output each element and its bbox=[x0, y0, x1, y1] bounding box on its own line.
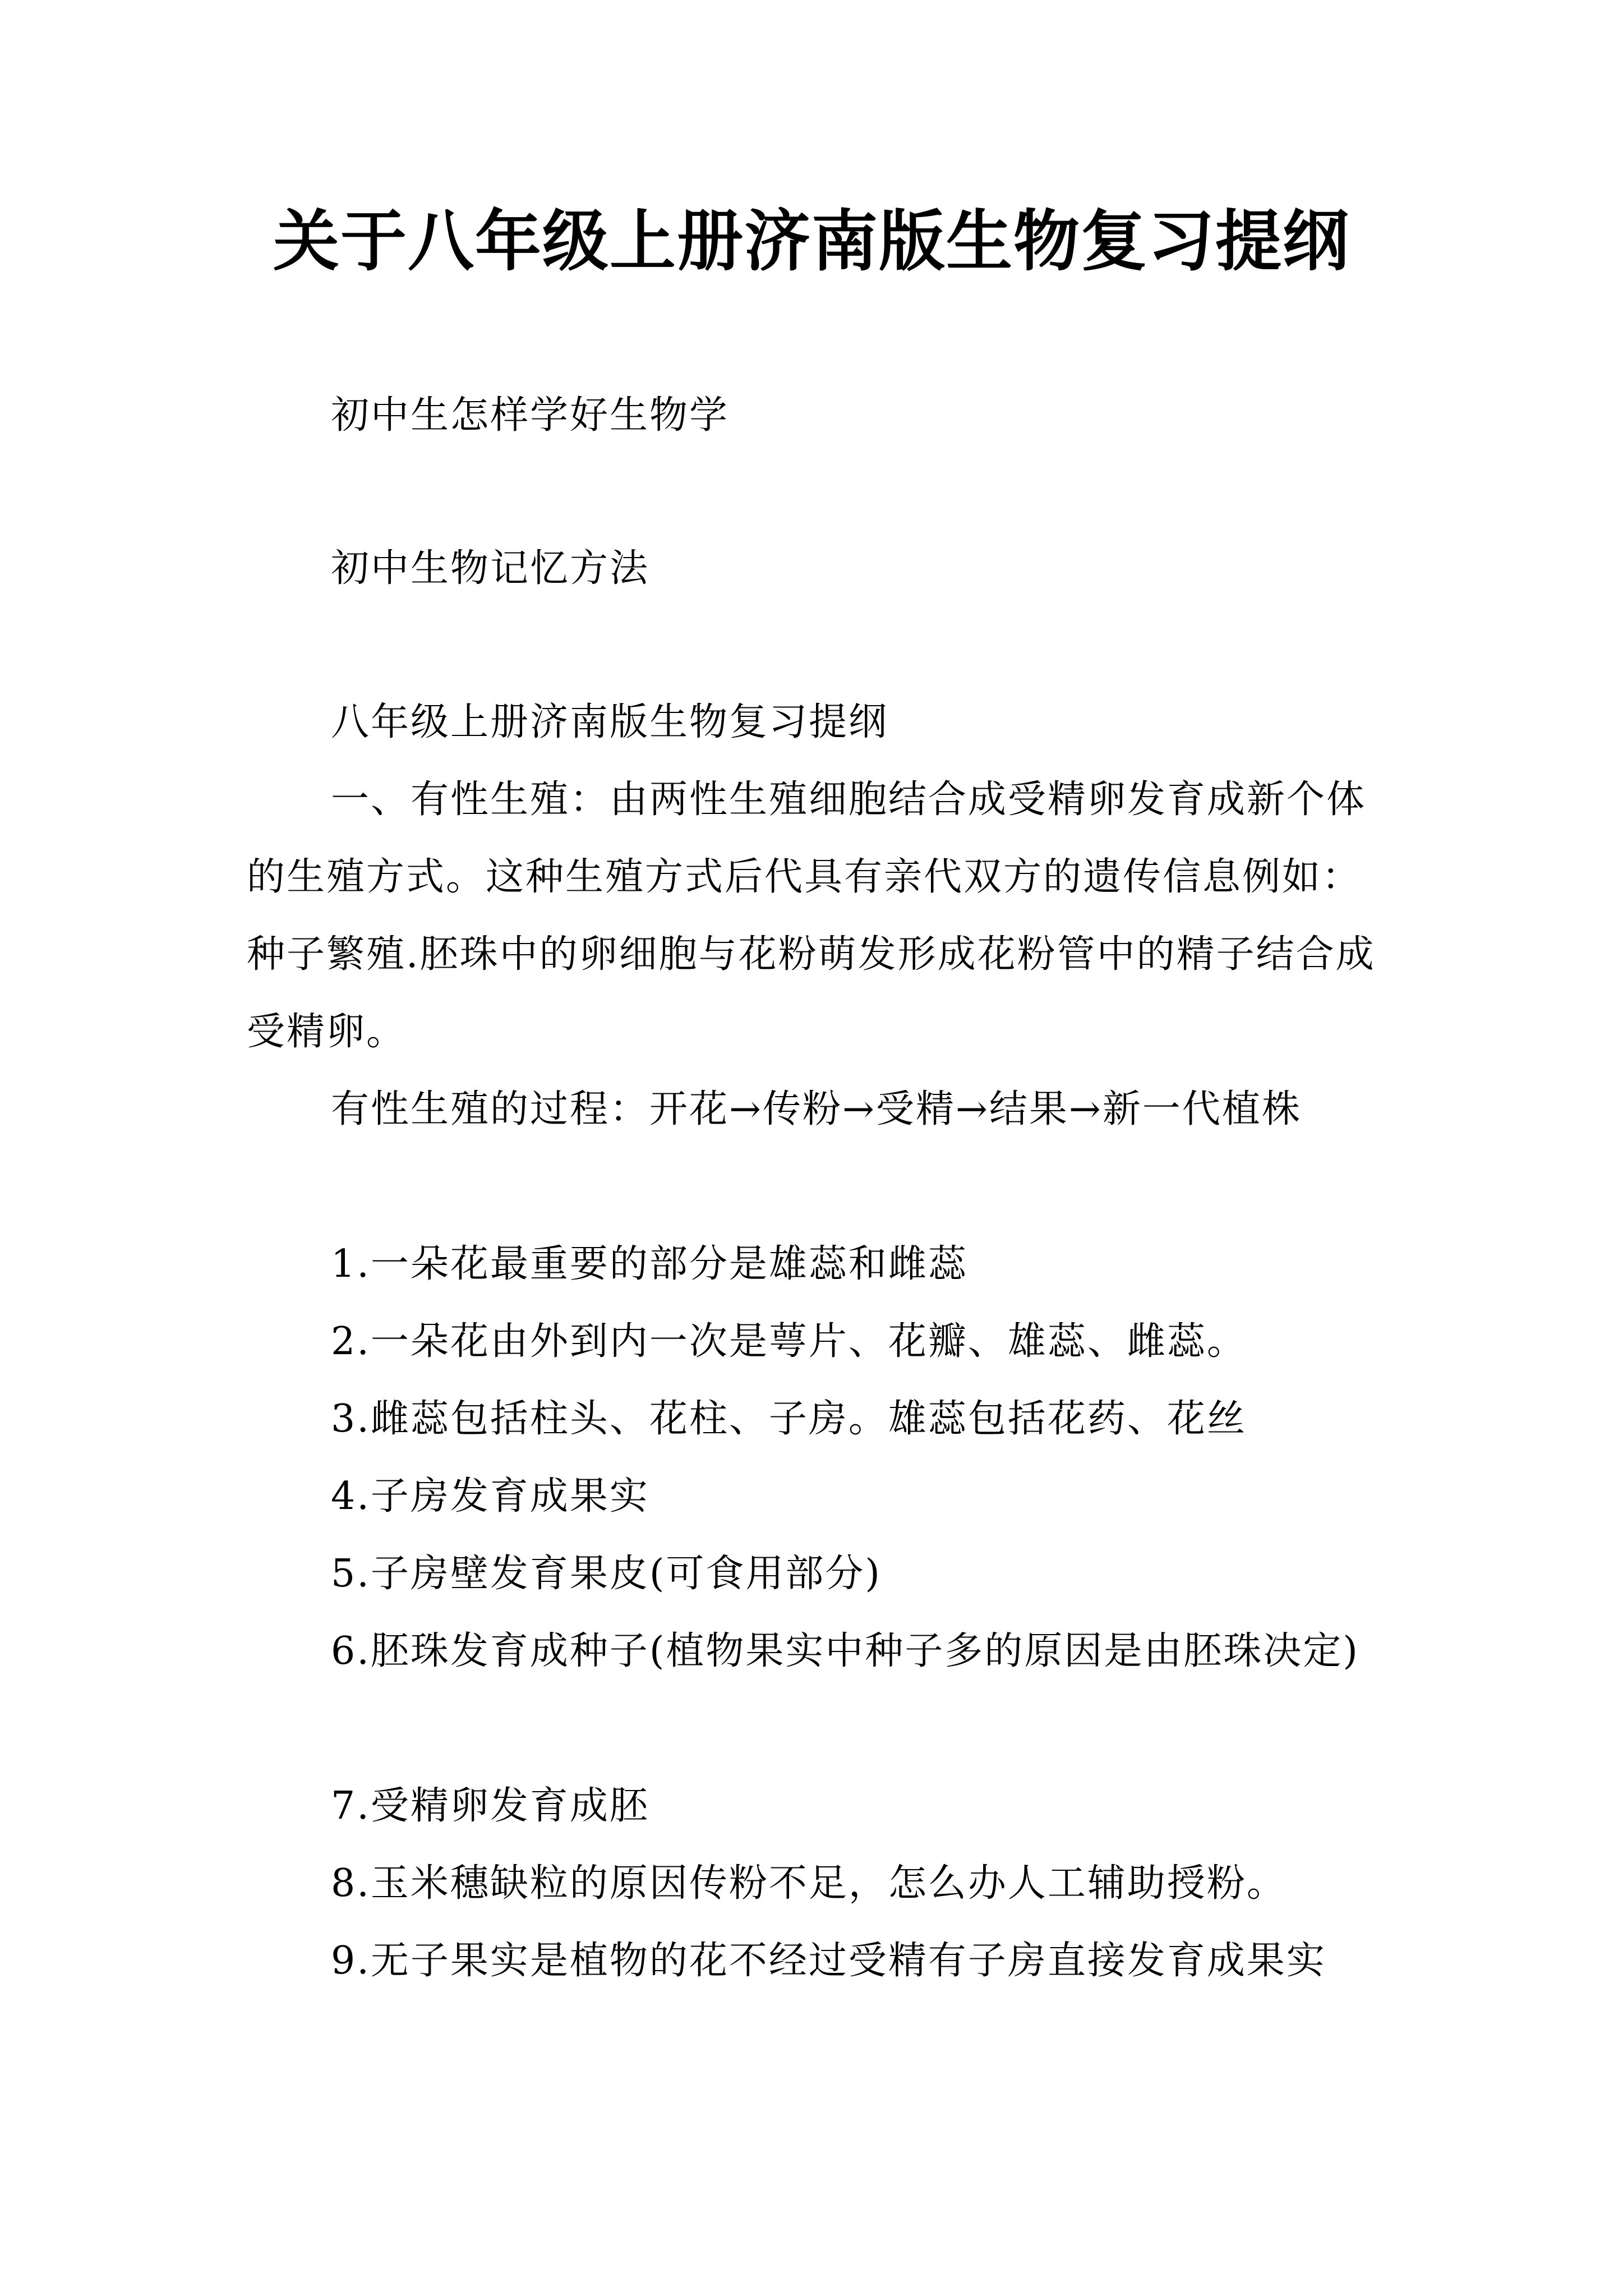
document-title: 关于八年级上册济南版生物复习提纲 bbox=[273, 202, 1350, 280]
paragraph-study-tips: 初中生怎样学好生物学 bbox=[331, 393, 730, 438]
list-item-7: 7.受精卵发育成胚 bbox=[331, 1784, 649, 1828]
list-item-5: 5.子房壁发育果皮(可食用部分) bbox=[331, 1552, 882, 1596]
list-item-9: 9.无子果实是植物的花不经过受精有子房直接发育成果实 bbox=[331, 1939, 1326, 1983]
paragraph-outline-heading: 八年级上册济南版生物复习提纲 bbox=[331, 700, 889, 744]
paragraph-sexual-reproduction: 一、有性生殖：由两性生殖细胞结合成受精卵发育成新个体的生殖方式。这种生殖方式后代具有亲代双方的遗传信息例如：种子繁殖.胚珠中的卵细胞与花粉萌发形成花粉管中的精子结合成受精卵。 bbox=[247, 777, 1376, 1054]
paragraph-memory-methods: 初中生物记忆方法 bbox=[331, 546, 650, 591]
list-item-2: 2.一朵花由外到内一次是萼片、花瓣、雄蕊、雌蕊。 bbox=[331, 1319, 1247, 1364]
list-item-3: 3.雌蕊包括柱头、花柱、子房。雄蕊包括花药、花丝 bbox=[331, 1397, 1247, 1441]
paragraph-reproduction-process: 有性生殖的过程：开花→传粉→受精→结果→新一代植株 bbox=[331, 1087, 1302, 1131]
list-item-8: 8.玉米穗缺粒的原因传粉不足，怎么办人工辅助授粉。 bbox=[331, 1861, 1287, 1906]
list-item-6: 6.胚珠发育成种子(植物果实中种子多的原因是由胚珠决定) bbox=[331, 1629, 1359, 1673]
list-item-4: 4.子房发育成果实 bbox=[331, 1474, 649, 1519]
list-item-1: 1.一朵花最重要的部分是雄蕊和雌蕊 bbox=[331, 1242, 968, 1286]
